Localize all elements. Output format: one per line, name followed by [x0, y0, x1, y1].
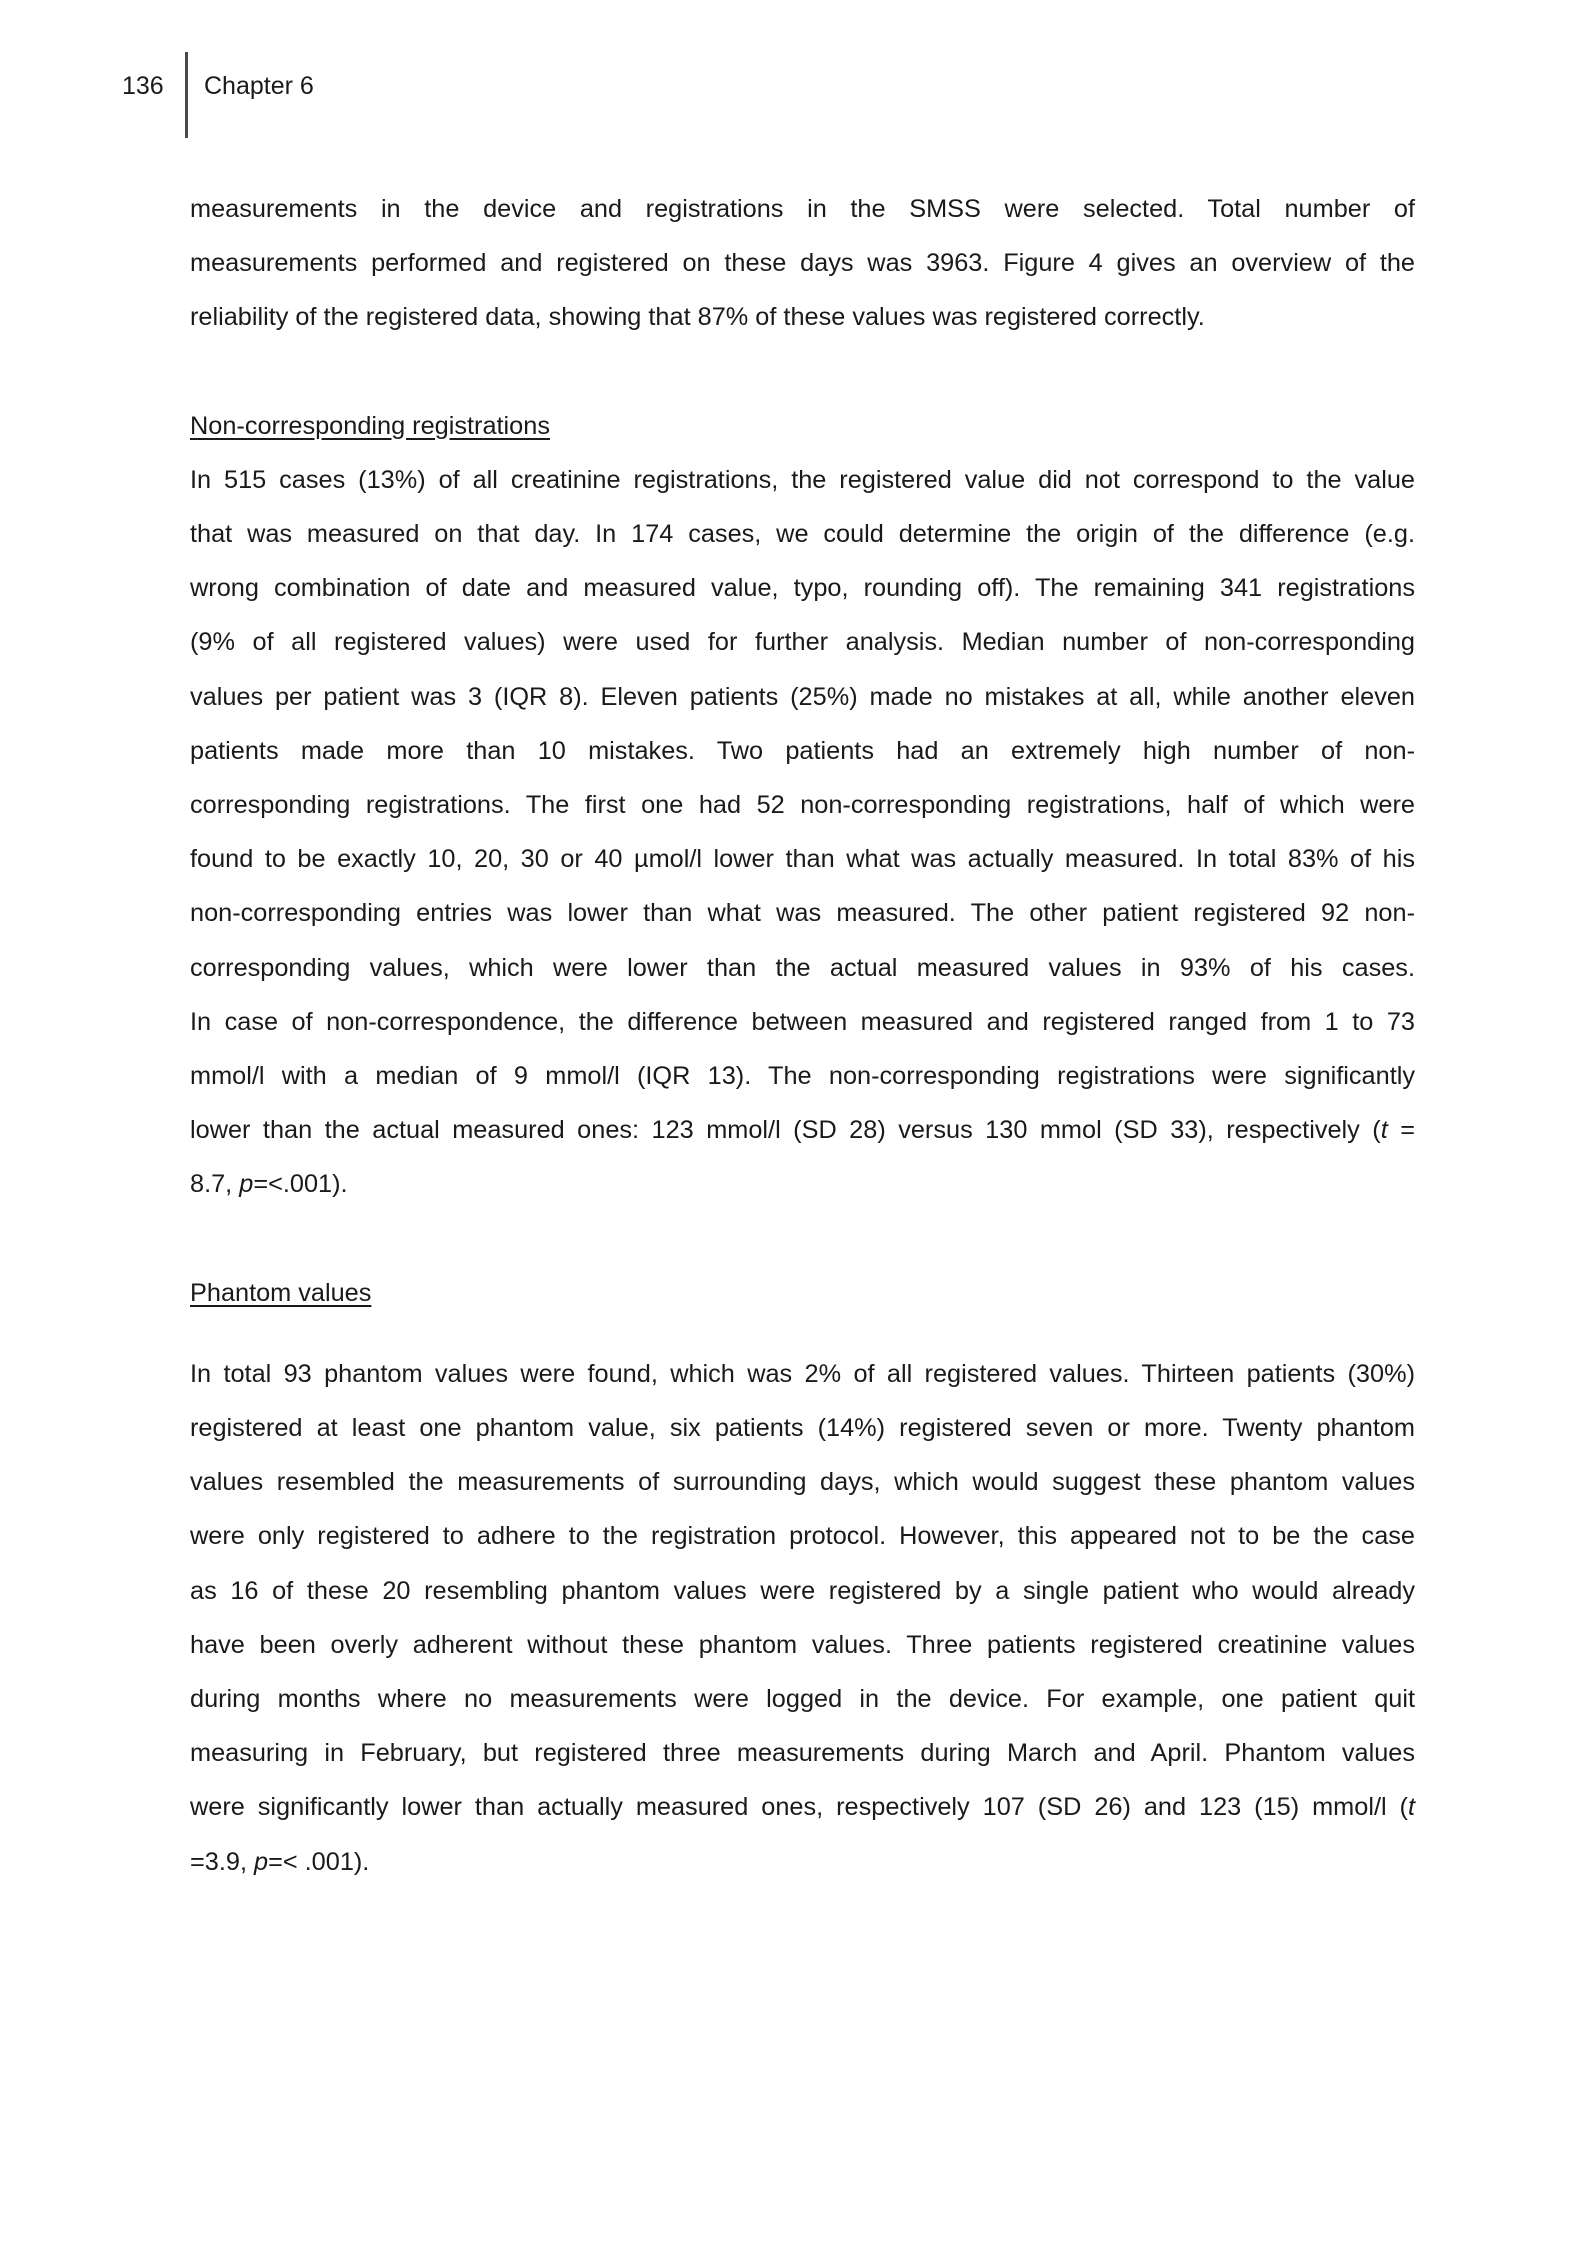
text-line: measurements in the device and registrations in the SMSS were selected. Total number of — [190, 195, 1415, 223]
text-fragment: 8.7, — [190, 1170, 240, 1199]
non-corresponding-paragraph — [190, 453, 1415, 1212]
text-fragment: =<.001). — [253, 1170, 348, 1199]
text-line: corresponding registrations. The first one had 52 non-corresponding registrations, half of which were — [190, 791, 1415, 820]
chapter-title: Chapter 6 — [204, 72, 314, 100]
text-fragment: =< .001). — [268, 1847, 370, 1876]
text-line: values per patient was 3 (IQR 8). Eleven patients (25%) made no mistakes at all, while another eleven — [190, 682, 1415, 711]
text-line: measuring in February, but registered three measurements during March and April. Phantom values — [190, 1739, 1415, 1768]
text-fragment: lower than the actual measured ones: 123 mmol/l (SD 28) versus 130 mmol (SD 33), respectively ( — [190, 1116, 1381, 1145]
text-line: In case of non-correspondence, the difference between measured and registered ranged from 1 to 73 — [190, 1007, 1415, 1036]
section-heading-phantom: Phantom values — [190, 1278, 372, 1307]
text-line: In 515 cases (13%) of all creatinine registrations, the registered value did not correspond to the value — [190, 465, 1415, 494]
phantom-paragraph — [190, 1347, 1415, 1889]
stat-symbol-p: p — [254, 1847, 269, 1876]
text-line: registered at least one phantom value, six patients (14%) registered seven or more. Twenty phantom — [190, 1414, 1415, 1443]
section-heading-non-corresponding: Non-corresponding registrations — [190, 411, 550, 440]
text-line: found to be exactly 10, 20, 30 or 40 µmol/l lower than what was actually measured. In total 83% of his — [190, 845, 1415, 874]
text-fragment: = — [1387, 1116, 1415, 1145]
stat-symbol-t: t — [1407, 1793, 1415, 1822]
stat-symbol-t: t — [1380, 1116, 1388, 1145]
text-fragment: were significantly lower than actually measured ones, respectively 107 (SD 26) and 123 (15) mmol/l ( — [190, 1793, 1408, 1822]
text-line: mmol/l with a median of 9 mmol/l (IQR 13). The non-corresponding registrations were significantly — [190, 1062, 1415, 1091]
text-line: were only registered to adhere to the registration protocol. However, this appeared not to be the case — [190, 1522, 1415, 1551]
text-line: patients made more than 10 mistakes. Two patients had an extremely high number of non- — [190, 736, 1415, 765]
text-line — [190, 1157, 1415, 1211]
text-line: In total 93 phantom values were found, which was 2% of all registered values. Thirteen patients (30%) — [190, 1359, 1415, 1388]
text-line: corresponding values, which were lower than the actual measured values in 93% of his cases. — [190, 953, 1415, 982]
text-line: as 16 of these 20 resembling phantom values were registered by a single patient who would already — [190, 1576, 1415, 1605]
text-line: during months where no measurements were logged in the device. For example, one patient quit — [190, 1685, 1415, 1714]
header-divider — [185, 52, 188, 138]
text-line: (9% of all registered values) were used for further analysis. Median number of non-corresponding — [190, 628, 1415, 657]
text-line — [190, 1835, 1415, 1889]
text-line: values resembled the measurements of surrounding days, which would suggest these phantom values — [190, 1468, 1415, 1497]
intro-paragraph — [190, 182, 1415, 345]
text-line — [190, 1103, 1415, 1157]
text-fragment: =3.9, — [190, 1847, 254, 1876]
body-text — [190, 182, 1415, 1889]
text-line: wrong combination of date and measured value, typo, rounding off). The remaining 341 registrations — [190, 574, 1415, 603]
text-line — [190, 1780, 1415, 1834]
text-line: have been overly adherent without these phantom values. Three patients registered creatinine values — [190, 1630, 1415, 1659]
text-line: reliability of the registered data, showing that 87% of these values was registered correctly. — [190, 303, 1205, 332]
text-line: non-corresponding entries was lower than what was measured. The other patient registered 92 non- — [190, 899, 1415, 928]
text-line: measurements performed and registered on these days was 3963. Figure 4 gives an overview of the — [190, 249, 1415, 278]
stat-symbol-p: p — [239, 1170, 254, 1199]
page-header — [0, 52, 1594, 140]
text-line: that was measured on that day. In 174 cases, we could determine the origin of the difference (e.g. — [190, 520, 1415, 549]
page-number: 136 — [122, 72, 164, 100]
